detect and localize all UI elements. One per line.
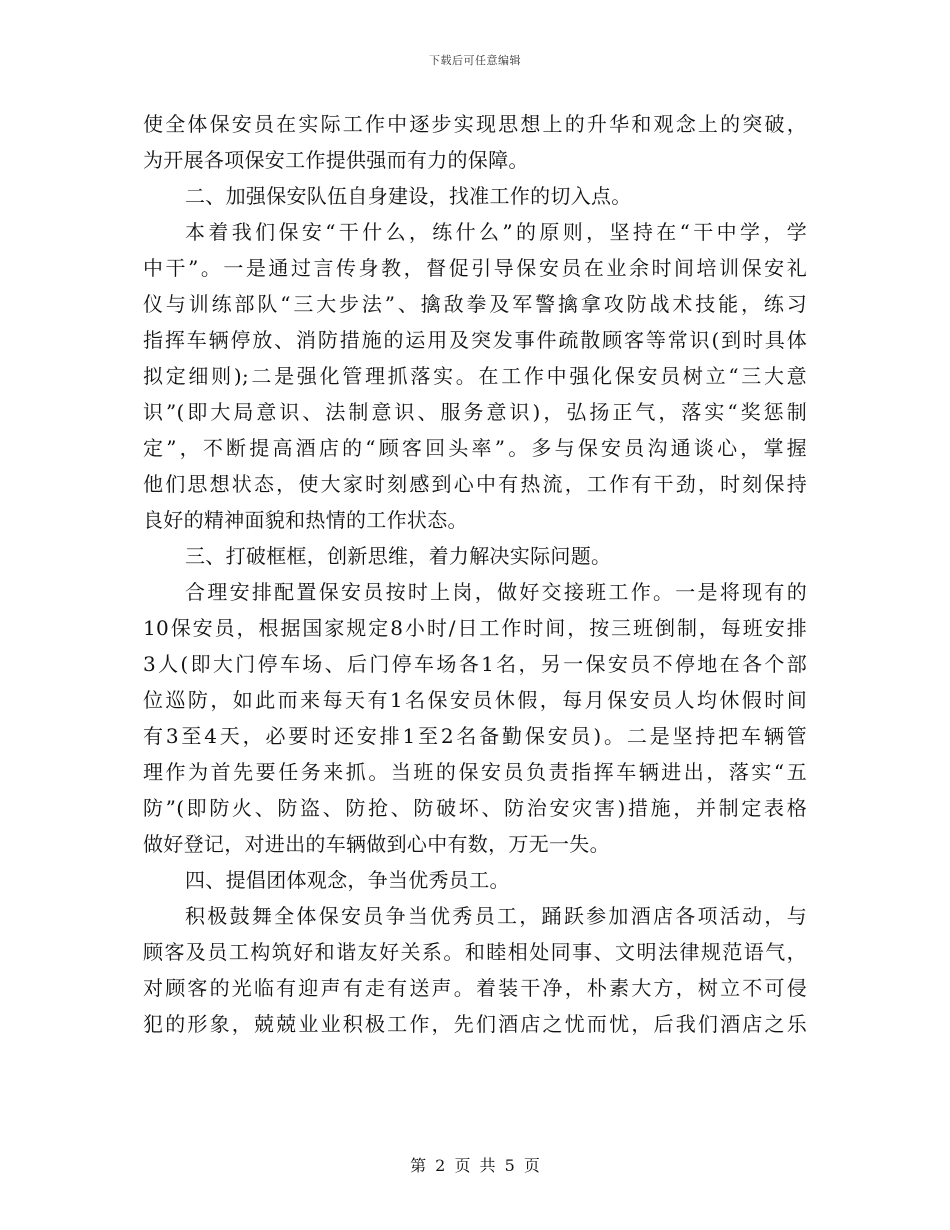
text-line: 理作为首先要任务来抓。当班的保安员负责指挥车辆进出，落实“五: [143, 760, 807, 784]
text-line: 拟定细则);二是强化管理抓落实。在工作中强化保安员树立“三大意: [143, 364, 807, 388]
text-line: 本着我们保安“干什么，练什么”的原则，坚持在“干中学，学: [185, 220, 807, 244]
text-line: 定”，不断提高酒店的“顾客回头率”。多与保安员沟通谈心，掌握: [143, 436, 807, 460]
text-line: 三、打破框框，创新思维，着力解决实际问题。: [185, 544, 612, 568]
text-line: 为开展各项保安工作提供强而有力的保障。: [143, 148, 529, 172]
text-line: 仪与训练部队“三大步法”、擒敌拳及军警擒拿攻防战术技能，练习: [143, 292, 807, 316]
page-header: 下载后可任意编辑: [429, 54, 521, 67]
text-line: 10保安员，根据国家规定8小时/日工作时间，按三班倒制，每班安排: [143, 616, 807, 640]
text-line: 对顾客的光临有迎声有走有送声。着装干净，朴素大方，树立不可侵: [143, 976, 807, 1000]
text-line: 指挥车辆停放、消防措施的运用及突发事件疏散顾客等常识(到时具体: [143, 328, 807, 352]
document-body: [143, 106, 807, 1042]
text-line: 中干”。一是通过言传身教，督促引导保安员在业余时间培训保安礼: [143, 256, 807, 280]
text-line: 3人(即大门停车场、后门停车场各1名，另一保安员不停地在各个部: [143, 652, 807, 676]
text-line: 他们思想状态，使大家时刻感到心中有热流，工作有干劲，时刻保持: [143, 472, 807, 496]
text-line: 犯的形象，兢兢业业积极工作，先们酒店之忧而忧，后我们酒店之乐: [143, 1012, 807, 1036]
page-number: 第 2 页 共 5 页: [410, 1156, 540, 1175]
text-line: 四、提倡团体观念，争当优秀员工。: [185, 868, 510, 892]
text-line: 二、加强保安队伍自身建设，找准工作的切入点。: [185, 184, 632, 208]
text-line: 积极鼓舞全体保安员争当优秀员工，踊跃参加酒店各项活动，与: [185, 904, 807, 928]
text-line: 有3至4天，必要时还安排1至2名备勤保安员)。二是坚持把车辆管: [143, 724, 807, 748]
text-line: 位巡防，如此而来每天有1名保安员休假，每月保安员人均休假时间: [143, 688, 807, 712]
text-line: 顾客及员工构筑好和谐友好关系。和睦相处同事、文明法律规范语气，: [143, 940, 807, 964]
text-line: 防”(即防火、防盗、防抢、防破坏、防治安灾害)措施，并制定表格: [143, 796, 807, 820]
text-line: 良好的精神面貌和热情的工作状态。: [143, 508, 468, 532]
text-line: 合理安排配置保安员按时上岗，做好交接班工作。一是将现有的: [185, 580, 807, 604]
text-line: 使全体保安员在实际工作中逐步实现思想上的升华和观念上的突破，: [143, 112, 807, 136]
text-line: 做好登记，对进出的车辆做到心中有数，万无一失。: [143, 832, 610, 856]
text-line: 识”(即大局意识、法制意识、服务意识)，弘扬正气，落实“奖惩制: [143, 400, 807, 424]
